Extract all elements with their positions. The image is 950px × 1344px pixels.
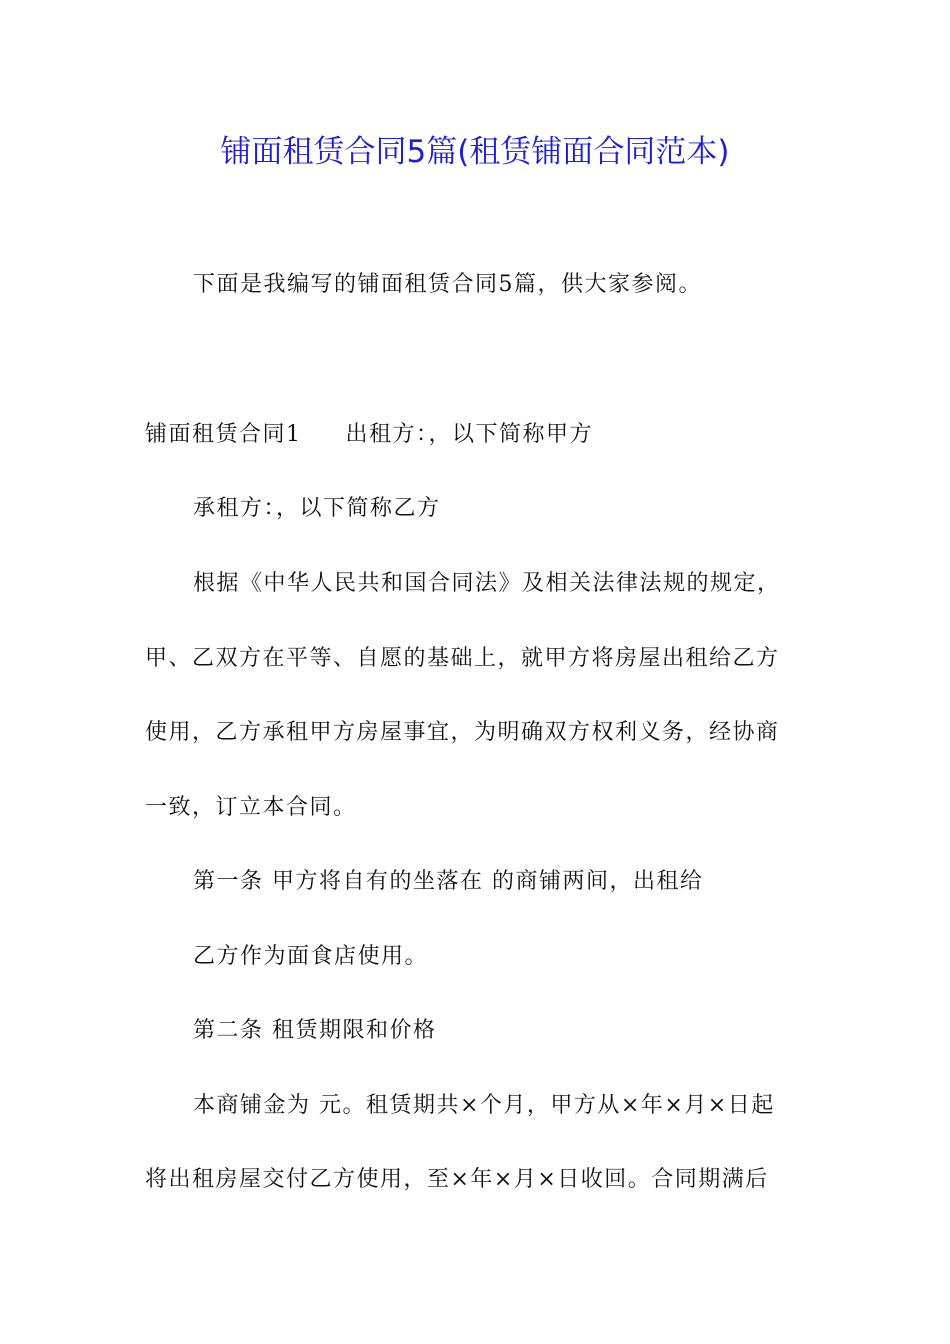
intro-paragraph: 下面是我编写的铺面租赁合同5篇，供大家参阅。 [193,272,702,297]
article1-line-2: 乙方作为面食店使用。 [193,944,429,969]
article2-line-1: 本商铺金为 元。租赁期共×个月，甲方从×年×月×日起 [193,1093,775,1118]
preamble-line-4: 一致，订立本合同。 [145,795,357,820]
lessor-line: 出租方：，以下简称甲方 [345,422,594,447]
article1-line-1: 第一条 甲方将自有的坐落在 的商铺两间，出租给 [193,869,704,894]
document-title: 铺面租赁合同5篇(租赁铺面合同范本) [220,134,730,170]
preamble-line-3: 使用，乙方承租甲方房屋事宜，为明确双方权利义务，经协商 [145,720,780,745]
contract-heading: 铺面租赁合同1 [145,422,302,447]
preamble-line-1: 根据《中华人民共和国合同法》及相关法律法规的规定， [193,571,781,596]
contract-heading-line [145,420,593,450]
preamble-line-2: 甲、乙双方在平等、自愿的基础上，就甲方将房屋出租给乙方 [145,646,780,671]
article2-line-2: 将出租房屋交付乙方使用，至×年×月×日收回。合同期满后 [145,1167,769,1192]
lessee-line: 承租方：，以下简称乙方 [193,496,441,521]
article2-heading: 第二条 租赁期限和价格 [193,1018,437,1043]
